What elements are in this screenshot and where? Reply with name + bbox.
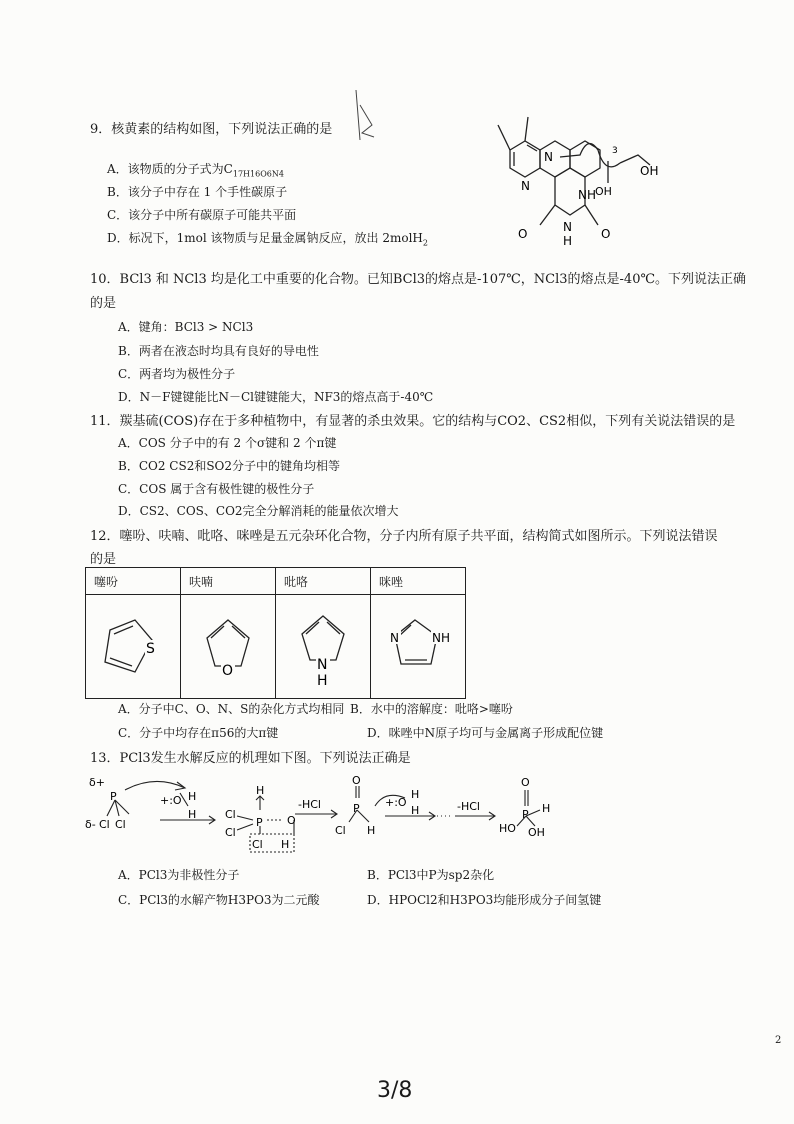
- h-label-8: H: [542, 802, 551, 815]
- ring-n1-label: N: [544, 150, 553, 164]
- imidazole-n-label: N: [390, 630, 399, 645]
- h-label-7: H: [411, 804, 420, 817]
- page-number: 3/8: [377, 1078, 413, 1103]
- furan-structure: [185, 600, 271, 690]
- p-label-4: P: [522, 808, 529, 821]
- q12-option-a: A．分子中C、O、N、S的杂化方式均相同: [118, 702, 345, 716]
- h-label-3: H: [256, 784, 265, 797]
- q10-option-a: A．键角：BCl3 > NCl3: [118, 320, 254, 334]
- q9-option-c: C．该分子中所有碳原子可能共平面: [107, 208, 297, 222]
- h-label-4: H: [281, 838, 290, 851]
- q11-option-a: A．COS 分子中的有 2 个σ键和 2 个π键: [118, 436, 337, 450]
- furan-cell: [181, 595, 276, 699]
- delta-plus-label: δ+: [89, 776, 105, 789]
- hcl-label-1: -HCl: [298, 798, 321, 811]
- plus-o-label-2: +:O: [385, 796, 407, 809]
- thiophene-s-label: S: [146, 640, 155, 657]
- p-label-1: P: [110, 790, 117, 803]
- p-label-3: P: [353, 802, 360, 815]
- handwritten-mark: [350, 85, 380, 150]
- pyrrole-n-label: N: [317, 656, 328, 673]
- q9-option-d: D．标况下，1mol 该物质与足量金属钠反应，放出 2molH$_2$: [107, 231, 428, 248]
- side-page-mark: 2: [775, 1035, 782, 1046]
- q11-stem: 11．羰基硫(COS)存在于多种植物中，有显著的杀虫效果。它的结构与CO2、CS2相似，下列有关说法错误的是: [90, 414, 736, 429]
- q10-stem-line1: 10．BCl3 和 NCl3 均是化工中重要的化合物。已知BCl3的熔点是-107℃，NCl3的熔点是-40℃。下列说法正确: [90, 272, 747, 287]
- hcl-label-2: -HCl: [457, 800, 480, 813]
- cl-label-5: Cl: [252, 838, 263, 851]
- q11-option-c: C．COS 属于含有极性键的极性分子: [118, 482, 315, 496]
- q10-stem-line2: 的是: [90, 296, 117, 311]
- ho-label: HO: [499, 822, 516, 835]
- o-label-1: O: [287, 814, 296, 827]
- carbonyl-o2-label: O: [601, 227, 611, 241]
- q11-option-d: D．CS2、COS、CO2完全分解消耗的能量依次增大: [118, 504, 399, 518]
- side-chain-oh1-label: OH: [595, 185, 612, 198]
- q12-option-d: D．咪唑中N原子均可与金属离子形成配位键: [367, 726, 604, 740]
- pyrrole-structure: [280, 600, 366, 690]
- oh-label: OH: [528, 826, 545, 839]
- header-pyrrole: 吡咯: [276, 568, 371, 595]
- p-label-2: P: [256, 816, 263, 829]
- heterocycle-table: [85, 567, 466, 699]
- plus-o-label-1: +:O: [160, 794, 182, 807]
- q10-option-d: D．N－F键键能比N－Cl键键能大，NF3的熔点高于-40℃: [118, 390, 434, 404]
- imidazole-cell: [371, 595, 466, 699]
- q9-option-b: B．该分子中存在 1 个手性碳原子: [107, 185, 288, 199]
- pcl3-hydrolysis-mechanism: [85, 768, 565, 858]
- q12-option-b: B．水中的溶解度：吡咯>噻吩: [350, 702, 513, 716]
- q12-stem-line2: 的是: [90, 552, 117, 567]
- q11-option-b: B．CO2 CS2和SO2分子中的键角均相等: [118, 459, 341, 473]
- q12-stem-line1: 12．噻吩、呋喃、吡咯、咪唑是五元杂环化合物，分子内所有原子共平面，结构简式如图所示。下列说法错误: [90, 529, 718, 544]
- h-label-5: H: [367, 824, 376, 837]
- q10-option-c: C．两者均为极性分子: [118, 367, 236, 381]
- pyrrole-cell: [276, 595, 371, 699]
- cl-label-3: Cl: [225, 808, 236, 821]
- q12-option-c: C．分子中均存在π56的大π键: [118, 726, 279, 740]
- ring-nh-label: NH: [578, 188, 596, 202]
- thiophene-cell: [86, 595, 181, 699]
- repeat-count-label: 3: [612, 146, 618, 156]
- q9-stem: 9．核黄素的结构如图，下列说法正确的是: [90, 122, 333, 137]
- q10-option-b: B．两者在液态时均具有良好的导电性: [118, 344, 319, 358]
- furan-o-label: O: [222, 662, 234, 679]
- header-imidazole: 咪唑: [371, 568, 466, 595]
- q9-option-a: A．该物质的分子式为$C_{17H16O6N4}$: [107, 162, 284, 179]
- side-chain-oh2-label: OH: [640, 164, 659, 178]
- cl-label-2: Cl: [115, 818, 126, 831]
- header-furan: 呋喃: [181, 568, 276, 595]
- h-label-2: H: [188, 808, 197, 821]
- imidazole-nh-label: NH: [432, 630, 450, 645]
- ring-h-label: H: [563, 234, 573, 248]
- q13-option-c: C．PCl3的水解产物H3PO3为二元酸: [118, 893, 320, 907]
- q13-option-b: B．PCl3中P为sp2杂化: [367, 868, 495, 882]
- pyrrole-h-label: H: [317, 672, 328, 689]
- thiophene-structure: [90, 600, 176, 690]
- q13-option-a: A．PCl3为非极性分子: [118, 868, 240, 882]
- riboflavin-structure: [480, 95, 680, 260]
- cl-label-1: Cl: [99, 818, 110, 831]
- h-label-1: H: [188, 790, 197, 803]
- header-thiophene: 噻吩: [86, 568, 181, 595]
- o-label-2: O: [352, 774, 361, 787]
- imidazole-structure: [375, 600, 461, 690]
- cl-label-4: Cl: [225, 826, 236, 839]
- h-label-6: H: [411, 788, 420, 801]
- cl-label-6: Cl: [335, 824, 346, 837]
- ring-n2-label: N: [521, 179, 530, 193]
- q13-stem: 13．PCl3发生水解反应的机理如下图。下列说法正确是: [90, 751, 411, 766]
- o-label-3: O: [521, 776, 530, 789]
- ring-n3-label: N: [563, 220, 572, 234]
- q13-option-d: D．HPOCl2和H3PO3均能形成分子间氢键: [367, 893, 602, 907]
- carbonyl-o1-label: O: [518, 227, 528, 241]
- delta-minus-label: δ-: [85, 818, 96, 831]
